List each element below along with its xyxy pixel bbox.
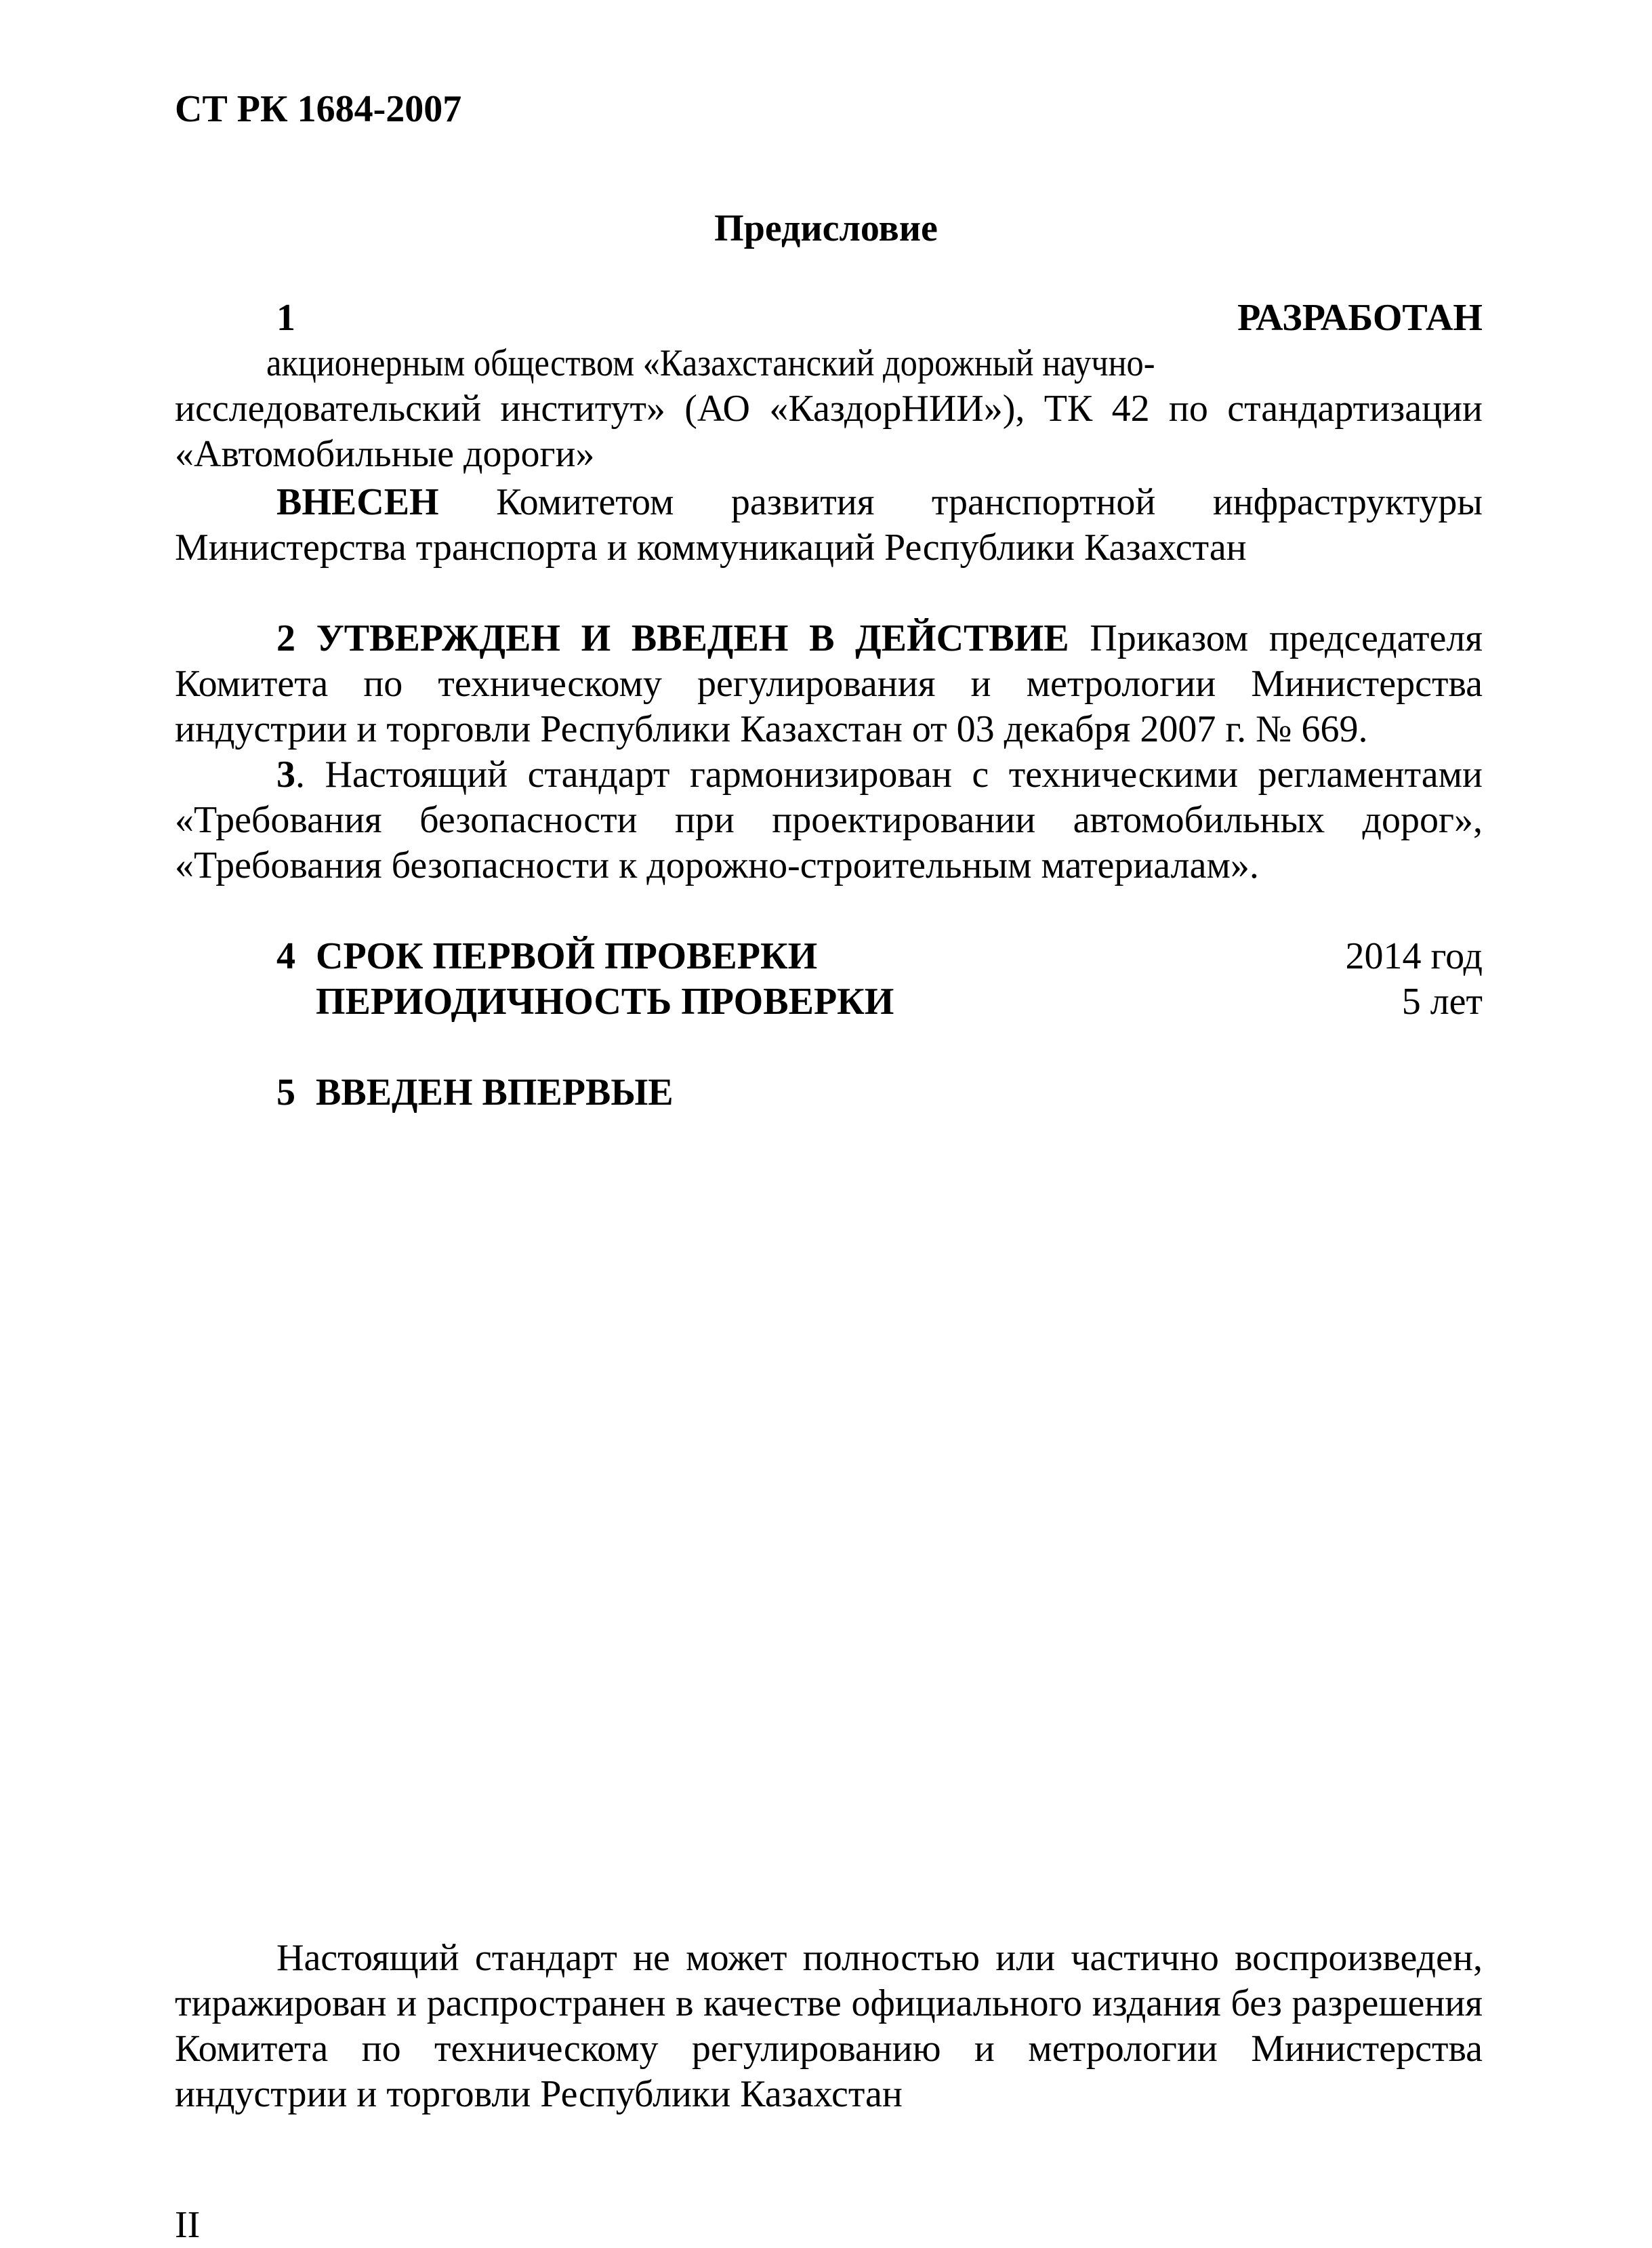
section-periodicity-value: 5 лет — [1401, 981, 1483, 1023]
page-number: II — [175, 2204, 201, 2246]
section-approved — [175, 616, 1483, 752]
document-code: СТ РК 1684-2007 — [175, 88, 462, 130]
first-introduced-label-text: ВВЕДЕН ВПЕРВЫЕ — [316, 1071, 674, 1113]
section-first-check-value: 2014 год — [1345, 935, 1483, 977]
section-periodicity-row — [276, 979, 1483, 1025]
section-harmonized — [175, 752, 1483, 888]
section-approved-label: 2 УТВЕРЖДЕН И ВВЕДЕН В ДЕЙСТВИЕ — [276, 617, 1069, 659]
section-introduced-label: ВНЕСЕН — [276, 481, 439, 523]
section-introduced-text: Комитетом развития транспортной инфраструктуры Министерства транспорта и коммуникаций Республики Казахстан — [175, 481, 1483, 569]
first-check-label-text: СРОК ПЕРВОЙ ПРОВЕРКИ — [316, 935, 818, 977]
section-developed-text: исследовательский институт» (АО «КаздорНИИ»), ТК 42 по стандартизации «Автомобильные дороги» — [175, 388, 1483, 475]
section-first-introduced-label — [276, 1070, 674, 1116]
section-first-check-label — [276, 934, 817, 979]
section-4-number: 4 — [276, 935, 295, 977]
section-developed-text-line1: акционерным обществом «Казахстанский дорожный научно- — [266, 342, 1155, 384]
section-harmonized-text: . Настоящий стандарт гармонизирован с техническими регламентами «Требования безопасности при проектировании автомобильных дорог», «Требования безопасности к дорожно-строительным материалам». — [175, 754, 1483, 886]
section-first-check-row — [276, 934, 1483, 979]
section-approved-text: Приказом председателя Комитета по техническому регулирования и метрологии Министерства индустрии и торговли Республики Казахстан от 03 декабря 2007 г. № 669. — [175, 617, 1483, 750]
section-developed — [175, 295, 1483, 477]
section-first-introduced-row — [276, 1070, 1483, 1116]
section-periodicity-label: ПЕРИОДИЧНОСТЬ ПРОВЕРКИ — [316, 981, 894, 1023]
section-harmonized-label: 3 — [276, 754, 295, 796]
section-introduced — [175, 480, 1483, 571]
section-developed-label: 1 РАЗРАБОТАН — [276, 297, 1483, 339]
page-title: Предисловие — [714, 207, 938, 249]
copyright-notice: Настоящий стандарт не может полностью или частично воспроизведен, тиражирован и распространен в качестве официального издания без разрешения Комитета по техническому регулированию и метрологии Министерства индустрии и торговли Республики Казахстан — [175, 1937, 1483, 2115]
section-5-number: 5 — [276, 1071, 295, 1113]
